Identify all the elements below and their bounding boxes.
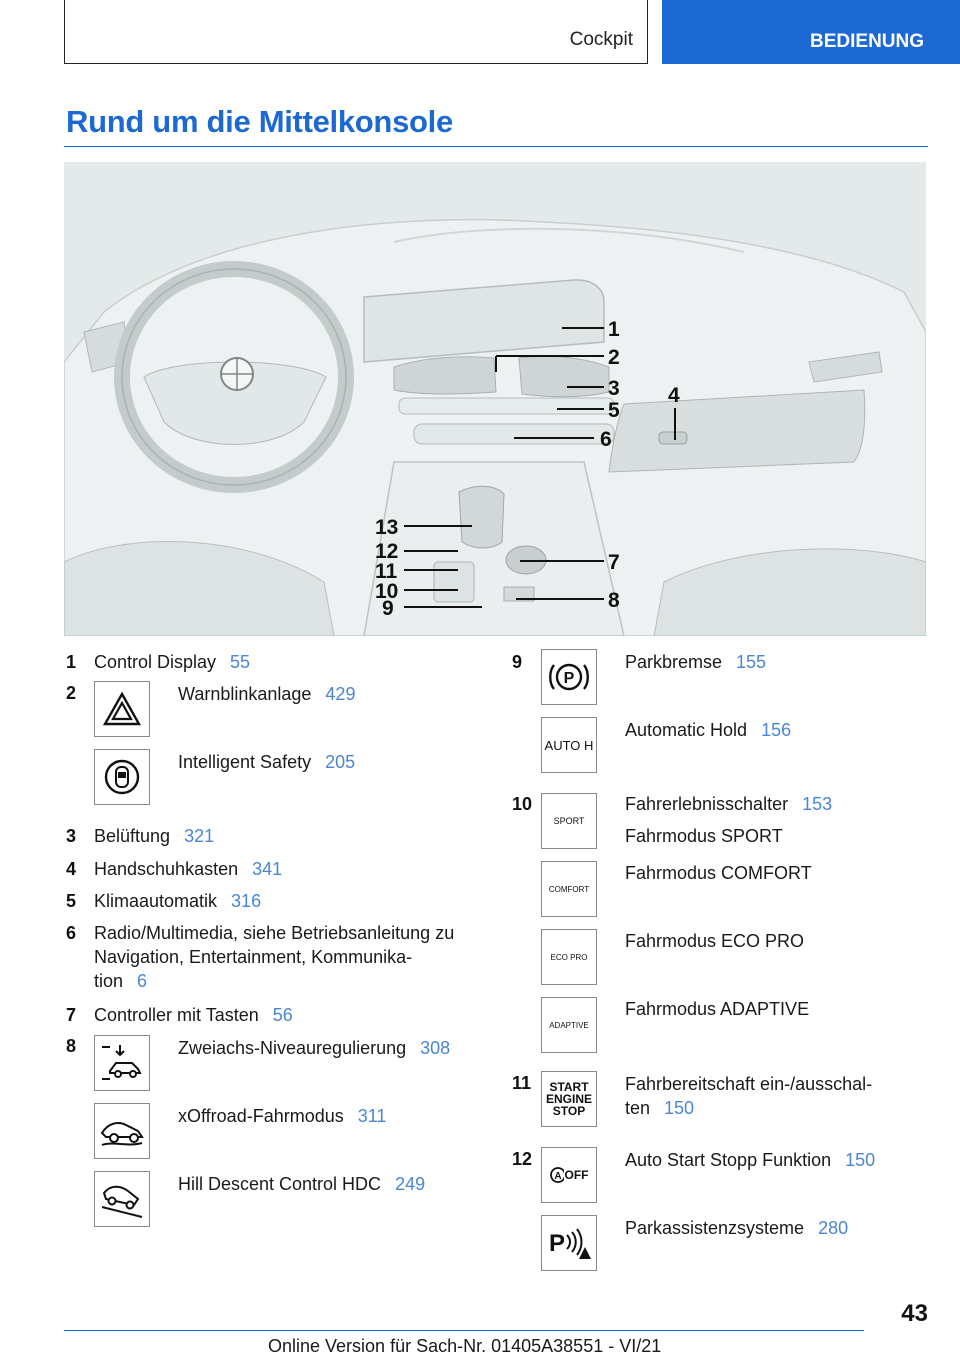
title-rule [64,146,928,147]
callout-11: 11 [375,560,398,583]
item-8a-page[interactable]: 308 [420,1038,451,1058]
item-1 [94,650,250,674]
item-8b-text: xOffroad-Fahrmodus [178,1106,344,1126]
item-9a-text: Parkbremse [625,652,723,672]
item-11-number: 11 [512,1073,532,1093]
svg-text:P: P [563,670,575,687]
item-6 [94,921,484,993]
item-3-text: Belüftung [94,826,171,846]
item-3-number: 3 [66,826,77,846]
header-section-box [64,0,648,64]
callout-1: 1 [608,318,620,341]
hazard-warning-icon [94,681,150,737]
item-12b [625,1216,848,1240]
start-stop-button-icon [541,1071,597,1127]
offroad-icon [94,1103,150,1159]
item-12a-text: Auto Start Stopp Funktion [625,1150,832,1170]
header-chapter: BEDIENUNG [662,0,960,64]
comfort-mode-icon-label: COMFORT [548,884,590,894]
item-8c-page[interactable]: 249 [395,1174,426,1194]
auto-hold-icon [541,717,597,773]
comfort-mode-icon [541,861,597,917]
item-10d-text: Fahrmodus ADAPTIVE [625,999,810,1019]
callout-4: 4 [668,384,680,407]
item-4 [94,857,282,881]
item-2b-text: Intelligent Safety [178,752,312,772]
footer-text: Online Version für Sach-Nr. 01405A38551 - VI/21 [268,1336,662,1356]
callout-2: 2 [608,346,620,369]
parking-brake-icon [541,649,597,705]
footer-rule [64,1330,864,1331]
item-4-page[interactable]: 341 [252,859,283,879]
auto-hold-icon-label: AUTO H [544,737,594,753]
item-8b-page[interactable]: 311 [357,1106,387,1126]
sport-mode-icon-label: SPORT [553,815,585,826]
header-section: Cockpit [569,29,633,50]
item-8b [178,1104,386,1128]
item-2a-page[interactable]: 429 [325,684,356,704]
item-2b [178,750,355,774]
item-2a-text: Warnblinkanlage [178,684,312,704]
callout-9: 9 [382,597,394,620]
callout-3: 3 [608,377,620,400]
item-9a [625,650,766,674]
item-8c [178,1172,425,1196]
item-2b-page[interactable]: 205 [325,752,356,772]
park-assist-icon [541,1215,597,1271]
item-9b-text: Automatic Hold [625,720,748,740]
callout-13: 13 [375,516,399,539]
item-1-page[interactable]: 55 [230,652,251,672]
eco-pro-mode-icon [541,929,597,985]
item-1-text: Control Display [94,652,217,672]
callout-12: 12 [375,540,399,563]
item-8a-text: Zweiachs-Niveauregulierung [178,1038,407,1058]
item-12b-page[interactable]: 280 [818,1218,849,1238]
callout-7: 7 [608,551,620,574]
cockpit-drawing [64,162,926,636]
item-7 [94,1003,293,1027]
adaptive-mode-icon-label: ADAPTIVE [549,1020,589,1030]
item-3 [94,824,214,848]
item-12b-text: Parkassistenzsysteme [625,1218,805,1238]
item-1-number: 1 [66,652,77,672]
start-stop-icon-label: START ENGINE STOP [545,1080,592,1118]
item-5-text: Klimaautomatik [94,891,218,911]
callout-5: 5 [608,399,620,422]
item-11 [625,1072,872,1120]
item-10a-page[interactable]: 153 [802,794,833,814]
item-11-line-2: ten [625,1098,651,1118]
hill-descent-icon [94,1171,150,1227]
item-5 [94,889,261,913]
item-7-number: 7 [66,1005,77,1025]
item-11-page[interactable]: 150 [664,1098,695,1118]
svg-text:P: P [549,1230,566,1257]
item-6-number: 6 [66,923,77,943]
item-2a [178,682,355,706]
item-9-number: 9 [512,652,523,672]
item-10b [625,861,812,885]
item-7-text: Controller mit Tasten [94,1005,259,1025]
item-12a [625,1148,875,1172]
item-10b-text: Fahrmodus COMFORT [625,863,812,883]
item-9b [625,718,791,742]
item-3-page[interactable]: 321 [184,826,215,846]
level-control-icon [94,1035,150,1091]
item-8-number: 8 [66,1036,77,1056]
item-8a [178,1036,450,1060]
sport-mode-icon [541,793,597,849]
item-10-number: 10 [512,794,533,814]
item-11-line-1: Fahrbereitschaft ein-/ausschal- [625,1074,873,1094]
item-10a-text: Fahrerlebnisschalter [625,794,789,814]
item-6-line-1: Radio/Multimedia, siehe Betriebsanleitung zu [94,923,455,943]
item-2-number: 2 [66,683,77,703]
item-9a-page[interactable]: 155 [736,652,767,672]
page-title: Rund um die Mittelkonsole [66,104,453,139]
item-4-number: 4 [66,859,77,879]
intelligent-safety-icon [94,749,150,805]
callout-8: 8 [608,589,620,612]
svg-text:A: A [553,1171,562,1182]
item-5-page[interactable]: 316 [231,891,262,911]
item-12-number: 12 [512,1149,533,1169]
item-12a-page[interactable]: 150 [845,1150,876,1170]
page-number: 43 [901,1300,928,1327]
item-5-number: 5 [66,891,77,911]
item-10a-sub: Fahrmodus SPORT [625,826,783,846]
item-6-page[interactable]: 6 [137,971,148,991]
item-10c [625,929,804,953]
auto-start-stop-off-label: OFF [564,1167,589,1182]
item-4-text: Handschuhkasten [94,859,239,879]
cockpit-illustration [64,162,926,636]
item-10a [625,792,832,848]
eco-pro-mode-icon-label: ECO PRO [550,952,588,962]
item-6-line-3: tion [94,971,124,991]
callout-10: 10 [375,580,399,603]
adaptive-mode-icon [541,997,597,1053]
item-7-page[interactable]: 56 [272,1005,293,1025]
item-10d [625,997,809,1021]
item-6-line-2: Navigation, Entertainment, Kommunika- [94,947,413,967]
item-8c-text: Hill Descent Control HDC [178,1174,382,1194]
auto-start-stop-off-icon [541,1147,597,1203]
callout-6: 6 [600,428,612,451]
item-9b-page[interactable]: 156 [761,720,792,740]
item-10c-text: Fahrmodus ECO PRO [625,931,805,951]
